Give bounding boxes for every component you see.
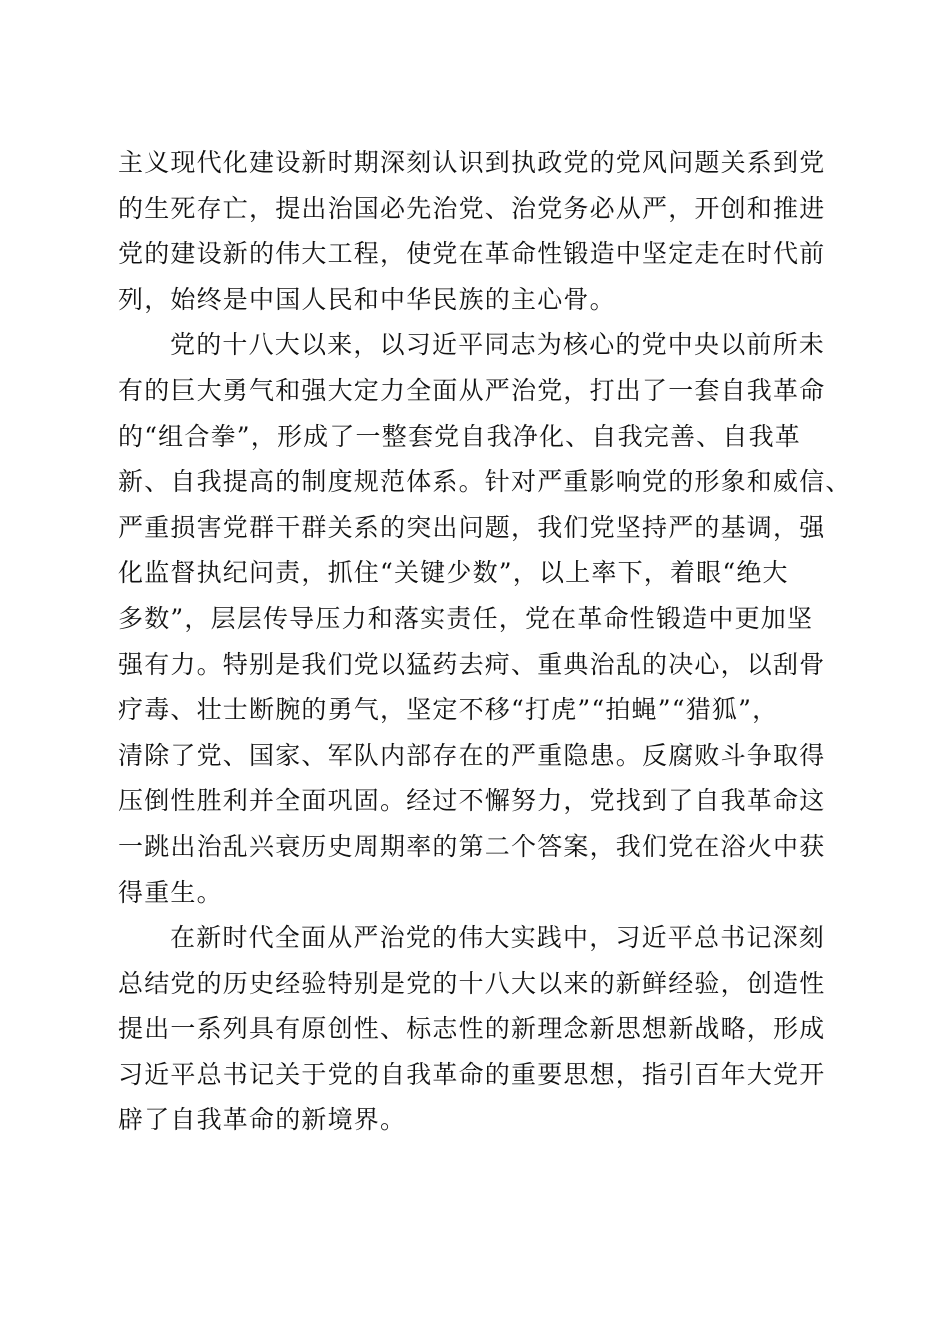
text-line: 多数”，层层传导压力和落实责任，党在革命性锻造中更加坚 (118, 603, 814, 633)
text-line: 辟了自我革命的新境界。 (118, 1105, 407, 1135)
text-line: 得重生。 (118, 877, 223, 907)
text-line: 严重损害党群干群关系的突出问题，我们党坚持严的基调，强 (118, 512, 826, 542)
text-line: 化监督执纪问责，抓住“关键少数”，以上率下，着眼“绝大 (118, 558, 789, 588)
text-line: 习近平总书记关于党的自我革命的重要思想，指引百年大党开 (118, 1059, 826, 1089)
text-line: 的生死存亡，提出治国必先治党、治党务必从严，开创和推进 (118, 193, 826, 223)
paragraph-1 (118, 140, 830, 322)
paragraph-3 (118, 915, 830, 1143)
text-line: 党的十八大以来，以习近平同志为核心的党中央以前所未 (170, 330, 826, 360)
text-line: 清除了党、国家、军队内部存在的严重隐患。反腐败斗争取得 (118, 740, 826, 770)
text-line: 新、自我提高的制度规范体系。针对严重影响党的形象和威信、 (118, 467, 852, 497)
text-line: 一跳出治乱兴衰历史周期率的第二个答案，我们党在浴火中获 (118, 831, 826, 861)
text-line: 的“组合拳”，形成了一整套党自我净化、自我完善、自我革 (118, 421, 801, 451)
text-line: 强有力。特别是我们党以猛药去疴、重典治乱的决心，以刮骨 (118, 649, 826, 679)
document-body (118, 140, 852, 1143)
text-line: 党的建设新的伟大工程，使党在革命性锻造中坚定走在时代前 (118, 239, 826, 269)
text-line: 有的巨大勇气和强大定力全面从严治党，打出了一套自我革命 (118, 375, 826, 405)
paragraph-2 (118, 322, 852, 915)
text-line: 压倒性胜利并全面巩固。经过不懈努力，党找到了自我革命这 (118, 786, 826, 816)
text-line: 疗毒、壮士断腕的勇气，坚定不移“打虎”“拍蝇”“猎狐”， (118, 695, 779, 725)
text-line: 主义现代化建设新时期深刻认识到执政党的党风问题关系到党 (118, 148, 826, 177)
text-line: 列，始终是中国人民和中华民族的主心骨。 (118, 284, 616, 314)
text-line: 总结党的历史经验特别是党的十八大以来的新鲜经验，创造性 (118, 968, 826, 998)
text-line: 提出一系列具有原创性、标志性的新理念新思想新战略，形成 (118, 1014, 826, 1044)
text-line: 在新时代全面从严治党的伟大实践中，习近平总书记深刻 (170, 923, 826, 953)
